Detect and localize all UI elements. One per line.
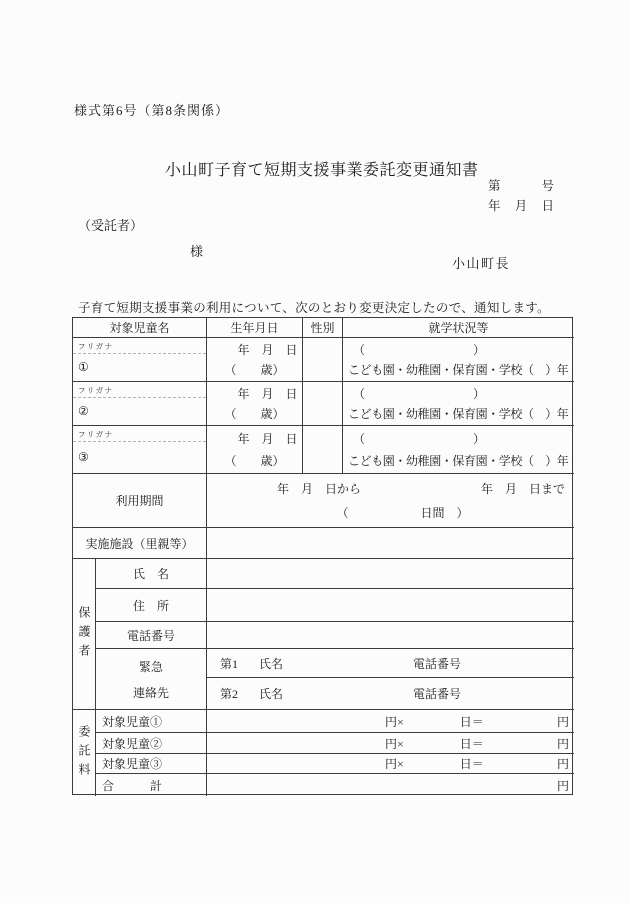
fee-total-cell bbox=[207, 774, 574, 796]
fee-child1-label: 対象児童① bbox=[96, 710, 207, 733]
school-type-options: こども園・幼稚園・保育園・学校（ ）年 bbox=[348, 363, 569, 377]
fee-total-suffix: 円 bbox=[556, 714, 569, 729]
fee-days-suffix: 日＝ bbox=[459, 714, 484, 729]
school-status-parentheses: （ ） bbox=[353, 387, 486, 401]
period-days-placeholder: （ 日間 ） bbox=[336, 505, 469, 520]
guardian-address-value-cell bbox=[207, 589, 574, 622]
date-day: 日 bbox=[541, 199, 554, 213]
fee-unit-price-suffix: 円× bbox=[385, 714, 404, 729]
child3-furigana-label: フリガナ bbox=[78, 430, 114, 439]
child3-school-cell bbox=[343, 426, 574, 474]
fee-total-suffix: 円 bbox=[556, 757, 569, 771]
facility-value-cell bbox=[207, 528, 574, 559]
date-year: 年 bbox=[488, 199, 501, 213]
doc-no-prefix: 第 bbox=[488, 179, 501, 193]
fee-total-suffix: 円 bbox=[556, 778, 569, 793]
emergency-contact1-cell bbox=[207, 649, 574, 678]
guardian-name-value-cell bbox=[207, 559, 574, 589]
fee-days-suffix: 日＝ bbox=[459, 736, 484, 751]
fee-child3-calc-cell bbox=[207, 754, 574, 774]
contact1-phone-label: 電話番号 bbox=[413, 656, 462, 671]
school-status-parentheses: （ ） bbox=[353, 343, 486, 357]
child2-school-cell bbox=[343, 382, 574, 426]
doc-no-suffix: 号 bbox=[541, 179, 554, 193]
birth-date-placeholder: 年 月 日 bbox=[237, 432, 298, 447]
fee-unit-price-suffix: 円× bbox=[385, 736, 404, 751]
emergency-label-line2: 連絡先 bbox=[132, 685, 169, 700]
contact1-name-label: 氏名 bbox=[259, 656, 284, 671]
fee-unit-price-suffix: 円× bbox=[385, 757, 404, 771]
child2-name-cell bbox=[73, 382, 207, 426]
period-to-placeholder: 年 月 日まで bbox=[480, 482, 565, 497]
child1-school-cell bbox=[343, 338, 574, 382]
facility-label: 実施施設（里親等） bbox=[73, 528, 207, 559]
contact2-name-label: 氏名 bbox=[259, 687, 284, 701]
child1-name-cell bbox=[73, 338, 207, 382]
child2-number: ② bbox=[78, 404, 89, 418]
guardian-address-label: 住 所 bbox=[96, 589, 207, 622]
date-month: 月 bbox=[514, 199, 528, 213]
document-title: 小山町子育て短期支援事業委託変更通知書 bbox=[165, 162, 479, 179]
child1-number: ① bbox=[78, 360, 89, 374]
contact1-number: 第1 bbox=[220, 656, 239, 671]
document-date-line bbox=[488, 196, 554, 214]
birth-date-placeholder: 年 月 日 bbox=[237, 343, 298, 357]
fee-days-suffix: 日＝ bbox=[459, 757, 484, 771]
contact2-phone-label: 電話番号 bbox=[413, 687, 462, 701]
recipient-honorific: 様 bbox=[190, 244, 204, 259]
child1-birth-cell bbox=[207, 338, 303, 382]
age-placeholder: （ 歳） bbox=[224, 363, 285, 377]
child3-number: ③ bbox=[78, 450, 89, 464]
child3-gender-cell bbox=[303, 426, 343, 474]
child2-gender-cell bbox=[303, 382, 343, 426]
document-number-line bbox=[488, 176, 554, 194]
age-placeholder: （ 歳） bbox=[224, 453, 285, 468]
column-header-gender: 性別 bbox=[303, 318, 343, 338]
child2-furigana-label: フリガナ bbox=[78, 386, 114, 395]
column-header-child-name: 対象児童名 bbox=[73, 318, 207, 338]
age-placeholder: （ 歳） bbox=[224, 407, 285, 421]
fee-child2-label: 対象児童② bbox=[96, 733, 207, 754]
school-status-parentheses: （ ） bbox=[353, 432, 486, 447]
school-type-options: こども園・幼稚園・保育園・学校（ ）年 bbox=[348, 407, 569, 421]
form-number: 様式第6号（第8条関係） bbox=[74, 103, 230, 118]
usage-period-cell bbox=[207, 474, 574, 528]
fee-child1-calc-cell bbox=[207, 710, 574, 733]
column-header-school-status: 就学状況等 bbox=[343, 318, 574, 338]
usage-period-label: 利用期間 bbox=[73, 474, 207, 528]
child1-gender-cell bbox=[303, 338, 343, 382]
fee-child2-calc-cell bbox=[207, 733, 574, 754]
child1-furigana-label: フリガナ bbox=[78, 342, 114, 351]
usage-period-range bbox=[207, 480, 574, 497]
emergency-contact-label bbox=[96, 649, 207, 710]
contact2-number: 第2 bbox=[220, 687, 239, 701]
fee-total-suffix: 円 bbox=[556, 736, 569, 751]
child3-name-cell bbox=[73, 426, 207, 474]
guardian-phone-label: 電話番号 bbox=[96, 622, 207, 649]
guardian-vertical-text: 保護者 bbox=[77, 605, 91, 663]
emergency-label-line1: 緊急 bbox=[138, 659, 163, 674]
fee-child3-label: 対象児童③ bbox=[96, 754, 207, 774]
period-from-placeholder: 年 月 日から bbox=[277, 482, 362, 497]
column-header-birth-date: 生年月日 bbox=[207, 318, 303, 338]
school-type-options: こども園・幼稚園・保育園・学校（ ）年 bbox=[348, 453, 569, 468]
guardian-phone-value-cell bbox=[207, 622, 574, 649]
recipient-label: （受託者） bbox=[78, 218, 144, 233]
fee-section-label bbox=[73, 710, 96, 796]
birth-date-placeholder: 年 月 日 bbox=[237, 387, 298, 401]
sender-name: 小山町長 bbox=[452, 256, 511, 271]
form-table bbox=[72, 317, 573, 795]
guardian-name-label: 氏 名 bbox=[96, 559, 207, 589]
fee-total-label: 合 計 bbox=[96, 774, 207, 796]
child3-birth-cell bbox=[207, 426, 303, 474]
guardian-section-label bbox=[73, 559, 96, 710]
intro-sentence: 子育て短期支援事業の利用について、次のとおり変更決定したので、通知します。 bbox=[78, 301, 550, 315]
child2-birth-cell bbox=[207, 382, 303, 426]
emergency-contact2-cell bbox=[207, 678, 574, 710]
fee-vertical-text: 委託料 bbox=[77, 724, 91, 782]
